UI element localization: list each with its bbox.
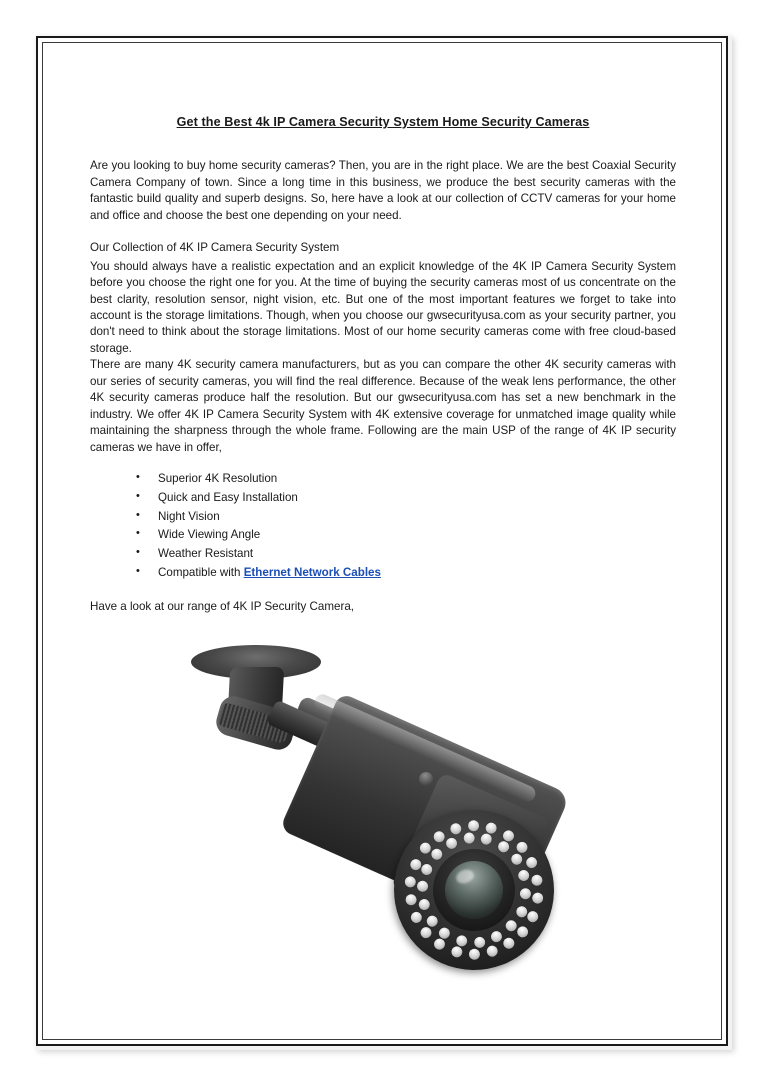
list-item-label: Weather Resistant <box>158 547 254 561</box>
page-title: Get the Best 4k IP Camera Security System Home Security Cameras <box>176 115 590 129</box>
ir-led <box>461 831 476 846</box>
ir-led <box>448 822 463 837</box>
feature-list <box>90 470 676 583</box>
ir-led <box>516 924 531 939</box>
list-item <box>136 470 676 489</box>
ir-led <box>403 893 418 908</box>
bullet-security-camera-image <box>173 641 593 991</box>
ir-led <box>490 930 505 945</box>
list-item <box>136 489 676 508</box>
ir-led <box>502 936 517 951</box>
list-item <box>136 526 676 545</box>
ir-led <box>403 874 418 889</box>
document-page <box>36 36 728 1046</box>
closing-paragraph: Have a look at our range of 4K IP Security Camera, <box>90 599 355 613</box>
list-item-label: Night Vision <box>158 509 220 523</box>
camera-figure <box>90 641 676 1001</box>
body-paragraph-2: There are many 4K security camera manufacturers, but as you can compare the other 4K security cameras with our series of security cameras, you will find the real difference. Because of the weak lens performance, the other 4K security cameras produce half the resolution. But our gwsecurityusa.com has set a new benchmark in the industry. We offer 4K IP Camera Security System with 4K extensive coverage for unmatched image quality while maintaining the sharpness through the whole frame. Following are the main USP of the range of 4K IP security cameras we have in offer, <box>90 358 676 454</box>
document-content <box>90 114 676 1001</box>
ir-led <box>496 840 511 855</box>
ir-led <box>485 944 500 959</box>
ir-led <box>419 925 434 940</box>
intro-paragraph: Are you looking to buy home security cameras? Then, you are in the right place. We are the best Coaxial Security Camera Company of town. Since a long time in this business, we produce the best security cameras with the fantastic build quality and superb designs. So, here have a look at our collection of CCTV cameras for your home and office and choose the best one depending on your need. <box>90 159 676 222</box>
ir-led <box>509 852 524 867</box>
body-paragraph-1: You should always have a realistic expectation and an explicit knowledge of the 4K IP Camera Security System before you choose the right one for you. At the time of buying the security cameras most of us concentrate on the best clarity, resolution sensor, night vision, etc. But one of the most important features we forget to take into account is the storage limitations. Though, when you choose our gwsecurityusa.com as your security partner, you don't need to think about the storage limitations. Most of our home security cameras come with free cloud-based storage. <box>90 259 676 355</box>
ir-led <box>417 897 432 912</box>
ir-led <box>479 832 494 847</box>
ir-led <box>432 829 447 844</box>
list-item <box>136 545 676 564</box>
list-item <box>136 564 676 583</box>
ir-led <box>433 937 448 952</box>
list-item-label: Quick and Easy Installation <box>158 490 298 504</box>
list-item-label: Wide Viewing Angle <box>158 528 261 542</box>
ir-led <box>467 947 482 962</box>
ir-led <box>530 891 545 906</box>
list-item-label: Superior 4K Resolution <box>158 472 278 486</box>
ir-led <box>472 935 487 950</box>
list-item-label: Compatible with <box>158 565 244 579</box>
ir-led <box>425 914 440 929</box>
ir-led <box>517 869 532 884</box>
ethernet-network-cables-link[interactable]: Ethernet Network Cables <box>243 565 381 579</box>
ir-led <box>409 910 424 925</box>
list-item <box>136 508 676 527</box>
ir-led <box>415 879 430 894</box>
ir-led <box>444 836 459 851</box>
ir-led <box>525 856 540 871</box>
ir-led <box>429 847 444 862</box>
ir-led <box>530 873 545 888</box>
section-heading: Our Collection of 4K IP Camera Security System <box>90 241 340 255</box>
